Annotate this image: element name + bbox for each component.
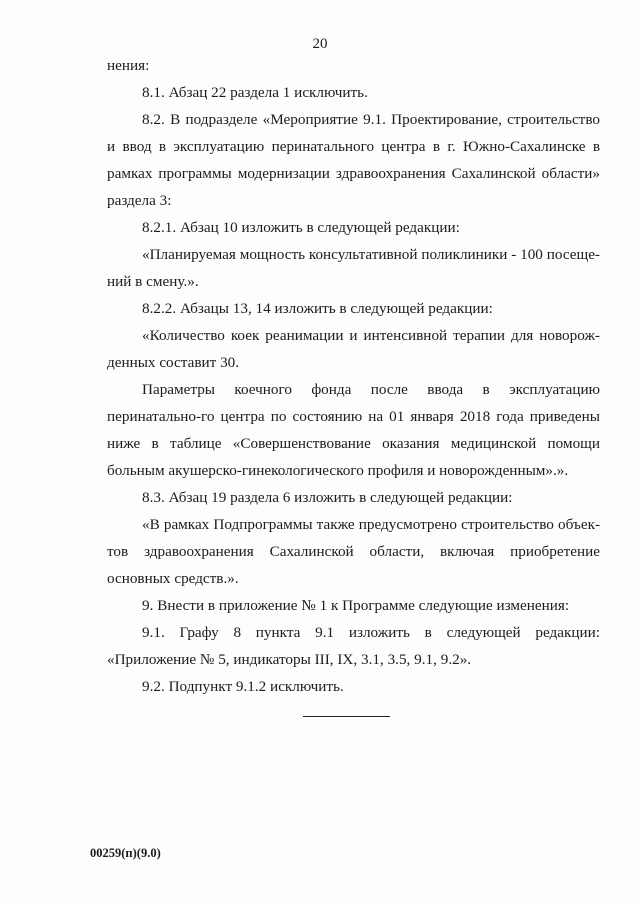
paragraph-bed-fund: Параметры коечного фонда после ввода в эксплуатацию перинатально-го центра по состоянию на 01 января 2018 года приведены ниже в таблице «Совершенствование оказания медицинской помощи больным акушерско-гинекологического профиля и новорожденным».». [107,381,600,479]
paragraph-continuation: нения: [107,57,150,74]
paragraph-8-2-1: 8.2.1. Абзац 10 изложить в следующей редакции: [142,219,460,236]
document-body [107,52,600,700]
paragraph-9: 9. Внести в приложение № 1 к Программе следующие изменения: [142,597,570,614]
document-code: 00259(п)(9.0) [90,846,161,860]
paragraph-9-2: 9.2. Подпункт 9.1.2 исключить. [142,678,344,695]
paragraph-quote-beds: «Количество коек реанимации и интенсивной терапии для новорож-денных составит 30. [107,327,600,371]
paragraph-quote-subprogram: «В рамках Подпрограммы также предусмотрено строительство объек-тов здравоохранения Сахалинской области, включая приобретение основных средств.». [107,516,600,587]
paragraph-8-2-2: 8.2.2. Абзацы 13, 14 изложить в следующей редакции: [142,300,493,317]
page-number: 20 [312,36,328,52]
paragraph-8-2: 8.2. В подразделе «Мероприятие 9.1. Проектирование, строительство и ввод в эксплуатацию перинатального центра в г. Южно-Сахалинске в рамках программы модернизации здравоохранения Сахалинской области» раздела 3: [107,111,600,209]
paragraph-quote-capacity: «Планируемая мощность консультативной поликлиники - 100 посеще-ний в смену.». [107,246,600,290]
paragraph-9-1: 9.1. Графу 8 пункта 9.1 изложить в следующей редакции: «Приложение № 5, индикаторы III, IX, 3.1, 3.5, 9.1, 9.2». [107,624,600,668]
end-divider-line [303,716,390,717]
paragraph-8-3: 8.3. Абзац 19 раздела 6 изложить в следующей редакции: [142,489,513,506]
paragraph-8-1: 8.1. Абзац 22 раздела 1 исключить. [142,84,368,101]
